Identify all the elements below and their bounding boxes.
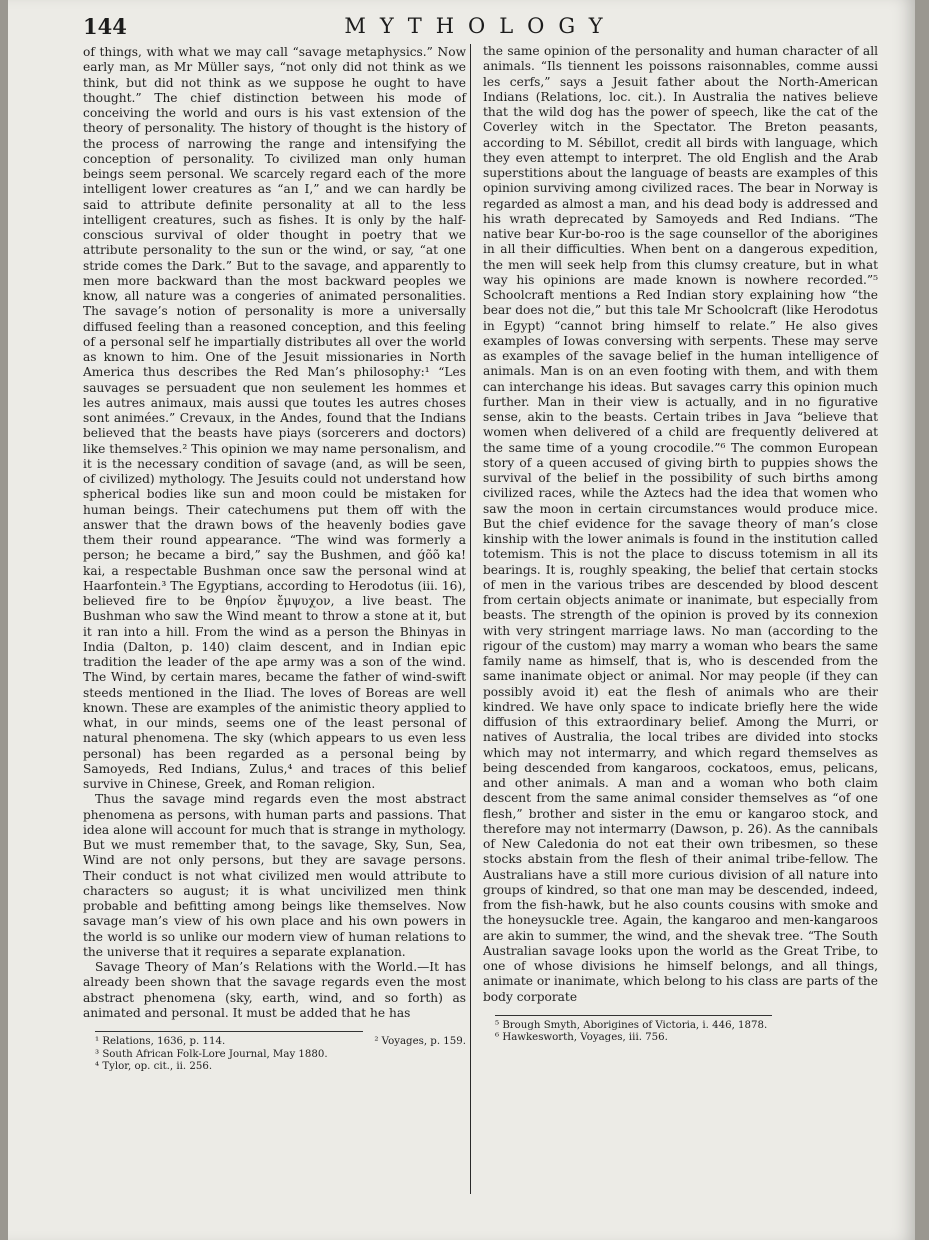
page-number: 144 [83,14,127,39]
page-header [83,14,878,48]
section-paragraph: Savage Theory of Man’s Relations with the World.—It has already been shown that the savage regards even the most abstract phenomena (sky, earth, wind, and so forth) as animated and personal. It must be added that he has [83,960,466,1020]
body-paragraph: of things, with what we may call “savage metaphysics.” Now early man, as Mr Müller says, “not only did not think as we think, but did not think as we suppose he ought to have thought.” The chief distinction between his mode of conceiving the world and ours is his vast extension of the theory of personality. The history of thought is the history of the process of narrowing the range and intensifying the conception of personality. To civilized man only human beings seem personal. We scarcely regard each of the more intelligent lower creatures as “an I,” and we can hardly be said to attribute definite personality at all to the less intelligent creatures, such as fishes. It is only by the half-conscious survival of older thought in poetry that we attribute personality to the sun or the wind, or say, “at one stride comes the Dark.” But to the savage, and apparently to men more backward than the most backward peoples we know, all nature was a congeries of animated personalities. The savage’s notion of personality is more a universally diffused feeling than a reasoned conception, and this feeling of a personal self he impartially distributes all over the world as known to him. One of the Jesuit missionaries in North America thus describes the Red Man’s philosophy:¹ “Les sauvages se persuadent que non seulement les hommes et les autres animaux, mais aussi que toutes les autres choses sont animées.” Crevaux, in the Andes, found that the Indians believed that the beasts have piays (sorcerers and doctors) like themselves.² This opinion we may name personalism, and it is the necessary condition of savage (and, as will be seen, of civilized) mythology. The Jesuits could not understand how spherical bodies like sun and moon could be mistaken for human beings. Their catechumens put them off with the answer that the drawn bows of the heavenly bodies gave them their round appearance. “The wind was formerly a person; he became a bird,” say the Bushmen, and ǵõõ ka! kai, a respectable Bushman once saw the personal wind at Haarfontein.³ The Egyptians, according to Herodotus (iii. 16), believed fire to be θηρίον ἔμψυχον, a live beast. The Bushman who saw the Wind meant to throw a stone at it, but it ran into a hill. From the wind as a person the Bhinyas in India (Dalton, p. 140) claim descent, and in Indian epic tradition the leader of the ape army was a son of the wind. The Wind, by certain mares, became the father of wind-swift steeds mentioned in the Iliad. The loves of Boreas are well known. These are examples of the animistic theory applied to what, in our minds, seems one of the least personal of natural phenomena. The sky (which appears to us even less personal) has been regarded as a personal being by Samoyeds, Red Indians, Zulus,⁴ and traces of this belief survive in Chinese, Greek, and Roman religion. [83,45,466,791]
left-column [83,45,466,1074]
body-paragraph: Thus the savage mind regards even the most abstract phenomena as persons, with human parts and passions. That idea alone will account for much that is strange in mythology. But we must remember that, to the savage, Sky, Sun, Sea, Wind are not only persons, but they are savage persons. Their conduct is not what civilized men would attribute to characters so august; it is what uncivilized men think probable and befitting among beings like themselves. Now savage man’s view of his own place and his own powers in the world is so unlike our modern view of human relations to the universe that it requires a separate explanation. [83,792,466,959]
footnote: ⁵ Brough Smyth, Aborigines of Victoria, i. 446, 1878. [495,1019,768,1031]
footnote: ⁶ Hawkesworth, Voyages, iii. 756. [495,1032,668,1044]
book-page [8,0,915,1240]
running-title: MYTHOLOGY [344,14,617,38]
footnote-row [83,1036,466,1049]
footnote: ³ South African Folk-Lore Journal, May 1880. [95,1048,328,1060]
footnote: ⁴ Tylor, op. cit., ii. 256. [95,1061,213,1072]
footnote: ¹ Relations, 1636, p. 114. [95,1036,226,1047]
footnote: ² Voyages, p. 159. [374,1036,466,1047]
footnote-rule [95,1031,363,1032]
footnote-rule [495,1015,772,1016]
right-column [470,44,878,1194]
body-paragraph: the same opinion of the personality and human character of all animals. “Ils tiennent les poissons raisonnables, comme aussi les cerfs,” says a Jesuit father about the North-American Indians (Relations, loc. cit.). In Australia the natives believe that the wild dog has the power of speech, like the cat of the Coverley witch in the Spectator. The Breton peasants, according to M. Sébillot, credit all birds with language, which they even attempt to interpret. The old English and the Arab superstitions about the language of beasts are examples of this opinion surviving among civilized races. The bear in Norway is regarded as almost a man, and his dead body is addressed and his wrath deprecated by Samoyeds and Red Indians. “The native bear Kur-bo-roo is the sage counsellor of the aborigines in all their difficulties. When bent on a dangerous expedition, the men will seek help from this clumsy creature, but in what way his opinions are made known is nowhere recorded.”⁵ Schoolcraft mentions a Red Indian story explaining how “the bear does not die,” but this tale Mr Schoolcraft (like Herodotus in Egypt) “cannot bring himself to relate.” He also gives examples of Iowas conversing with serpents. These may serve as examples of the savage belief in the human intelligence of animals. Man is on an even footing with them, and with them can interchange his ideas. But savages carry this opinion much further. Man in their view is actually, and in no figurative sense, akin to the beasts. Certain tribes in Java “believe that women when delivered of a child are frequently delivered at the same time of a young crocodile.”⁶ The common European story of a queen accused of giving birth to puppies shows the survival of the belief in the possibility of such births among civilized races, while the Aztecs had the idea that women who saw the moon in certain circumstances would produce mice. But the chief evidence for the savage theory of man’s close kinship with the lower animals is found in the institution called totemism. This is not the place to discuss totemism in all its bearings. It is, roughly speaking, the belief that certain stocks of men in the various tribes are descended by blood descent from certain objects animate or inanimate, but especially from beasts. The strength of the opinion is proved by its connexion with very stringent marriage laws. No man (according to the rigour of the custom) may marry a woman who bears the same family name as himself, that is, who is descended from the same inanimate object or animal. Nor may people (if they can possibly avoid it) eat the flesh of animals who are their kindred. We have only space to indicate briefly here the wide diffusion of this extraordinary belief. Among the Murri, or natives of Australia, the local tribes are divided into stocks which may not intermarry, and which regard themselves as being descended from kangaroos, cockatoos, emus, pelicans, and other animals. A man and a woman who both claim descent from the same animal consider themselves as “of one flesh,” brother and sister in the emu or kangaroo stock, and therefore may not intermarry (Dawson, p. 26). As the cannibals of New Caledonia do not eat their own tribesmen, so these stocks abstain from the flesh of their animal tribe-fellow. The Australians have a still more curious division of all nature into groups of kindred, so that one man may be descended, indeed, from the fish-hawk, but he also counts cousins with smoke and the honeysuckle tree. Again, the kangaroo and men-kangaroos are akin to summer, the wind, and the shevak tree. “The South Australian savage looks upon the world as the Great Tribe, to one of whose divisions he himself belongs, and all things, animate or inanimate, which belong to his class are parts of the body corporate [483,44,878,1004]
